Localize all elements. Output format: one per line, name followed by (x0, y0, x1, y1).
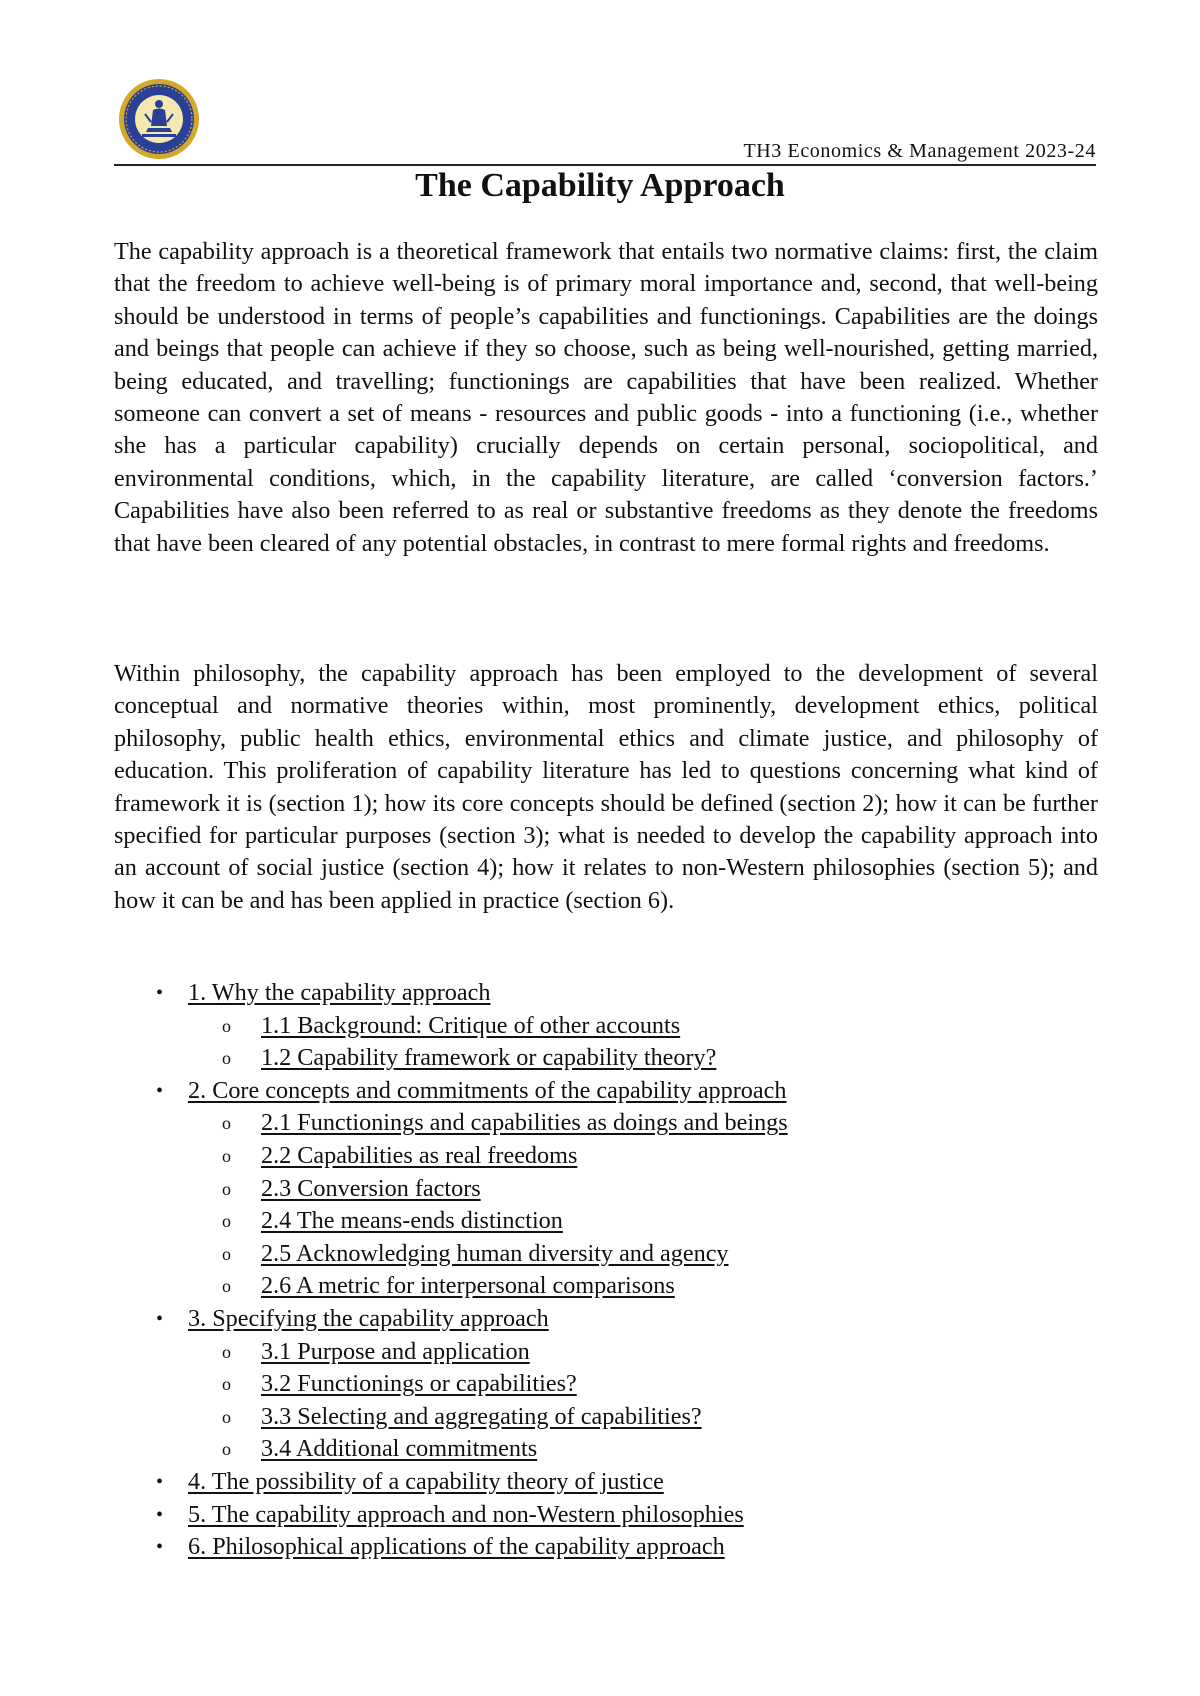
toc-link[interactable]: 1.1 Background: Critique of other accounts (261, 1011, 681, 1039)
toc-link[interactable]: 3.1 Purpose and application (261, 1337, 530, 1365)
toc-section-item (0, 1075, 1200, 1108)
toc-subsection-item (0, 1238, 1200, 1271)
toc-link[interactable]: 2.5 Acknowledging human diversity and agency (261, 1239, 729, 1267)
bullet-icon: • (156, 1503, 164, 1526)
toc-subsection-item (0, 1336, 1200, 1369)
sub-bullet-icon: o (222, 1374, 231, 1395)
toc-link[interactable]: 5. The capability approach and non-Western philosophies (188, 1500, 744, 1528)
toc-link[interactable]: 1. Why the capability approach (188, 979, 491, 1006)
course-header: TH3 Economics & Management 2023-24 (743, 140, 1096, 162)
toc-link[interactable]: 3.4 Additional commitments (261, 1435, 538, 1463)
toc-subsection-item (0, 1010, 1200, 1043)
bullet-icon: • (156, 1470, 164, 1493)
toc-link[interactable]: 4. The possibility of a capability theory of justice (188, 1467, 664, 1495)
bullet-icon: • (156, 982, 164, 1004)
toc-link[interactable]: 2. Core concepts and commitments of the capability approach (188, 1076, 787, 1104)
toc-subsection-item (0, 1042, 1200, 1075)
toc-link[interactable]: 2.6 A metric for interpersonal comparisons (261, 1272, 675, 1300)
sub-bullet-icon: o (222, 1113, 231, 1134)
sub-bullet-icon: o (222, 1276, 231, 1297)
toc-link[interactable]: 6. Philosophical applications of the capability approach (188, 1533, 725, 1561)
toc-subsection-item (0, 1107, 1200, 1140)
intro-paragraph: The capability approach is a theoretical framework that entails two normative claims: first, the claim that the freedom to achieve well-being is of primary moral importance and, second, that well-being should be understood in terms of people’s capabilities and functionings. Capabilities are the doings and beings that people can achieve if they so choose, such as being well-nourished, getting married, being educated, and travelling; functionings are capabilities that have been realized. Whether someone can convert a set of means - resources and public goods - into a functioning (i.e., whether she has a particular capability) crucially depends on certain personal, sociopolitical, and environmental conditions, which, in the capability literature, are called ‘conversion factors.’ Capabilities have also been referred to as real or substantive freedoms as they denote the freedoms that have been cleared of any potential obstacles, in contrast to mere formal rights and freedoms. (114, 238, 1098, 557)
toc-section-item (0, 1499, 1200, 1532)
toc-link[interactable]: 2.3 Conversion factors (261, 1174, 481, 1202)
toc-subsection-item (0, 1433, 1200, 1466)
toc-subsection-item (0, 1173, 1200, 1206)
overview-paragraph: Within philosophy, the capability approach has been employed to the development of several conceptual and normative theories within, most prominently, development ethics, political philosophy, public health ethics, environmental ethics and climate justice, and philosophy of education. This proliferation of capability literature has led to questions concerning what kind of framework it is (section 1); how its core concepts should be defined (section 2); how it can be further specified for particular purposes (section 3); what is needed to develop the capability approach into an account of social justice (section 4); how it relates to non-Western philosophies (section 5); and how it can be and has been applied in practice (section 6). (114, 660, 1098, 914)
toc-subsection-item (0, 1368, 1200, 1401)
sub-bullet-icon: o (222, 1015, 231, 1036)
toc-link[interactable]: 3. Specifying the capability approach (188, 1304, 549, 1332)
toc-subsection-item (0, 1270, 1200, 1303)
toc-link[interactable]: 1.2 Capability framework or capability theory? (261, 1044, 717, 1072)
toc-subsection-item (0, 1140, 1200, 1173)
sub-bullet-icon: o (222, 1048, 231, 1069)
toc-section-item (0, 977, 1200, 1010)
toc-link[interactable]: 2.2 Capabilities as real freedoms (261, 1141, 578, 1169)
bullet-icon: • (156, 1079, 164, 1102)
bullet-icon: • (156, 1536, 164, 1559)
university-seal-logo (118, 78, 200, 160)
toc-section-item (0, 1531, 1200, 1564)
toc-link[interactable]: 2.1 Functionings and capabilities as doings and beings (261, 1109, 788, 1137)
sub-bullet-icon: o (222, 1341, 231, 1362)
toc-section-item (0, 1303, 1200, 1336)
sub-bullet-icon: o (222, 1243, 231, 1264)
sub-bullet-icon: o (222, 1145, 231, 1166)
sub-bullet-icon: o (222, 1178, 231, 1199)
toc-link[interactable]: 2.4 The means-ends distinction (261, 1207, 563, 1235)
page-title: The Capability Approach (415, 167, 785, 204)
table-of-contents (0, 977, 1200, 1564)
toc-subsection-item (0, 1205, 1200, 1238)
sub-bullet-icon: o (222, 1406, 231, 1427)
sub-bullet-icon: o (222, 1211, 231, 1232)
toc-subsection-item (0, 1401, 1200, 1434)
sub-bullet-icon: o (222, 1439, 231, 1460)
toc-section-item (0, 1466, 1200, 1499)
toc-link[interactable]: 3.3 Selecting and aggregating of capabilities? (261, 1402, 702, 1430)
toc-link[interactable]: 3.2 Functionings or capabilities? (261, 1370, 577, 1398)
bullet-icon: • (156, 1307, 164, 1330)
